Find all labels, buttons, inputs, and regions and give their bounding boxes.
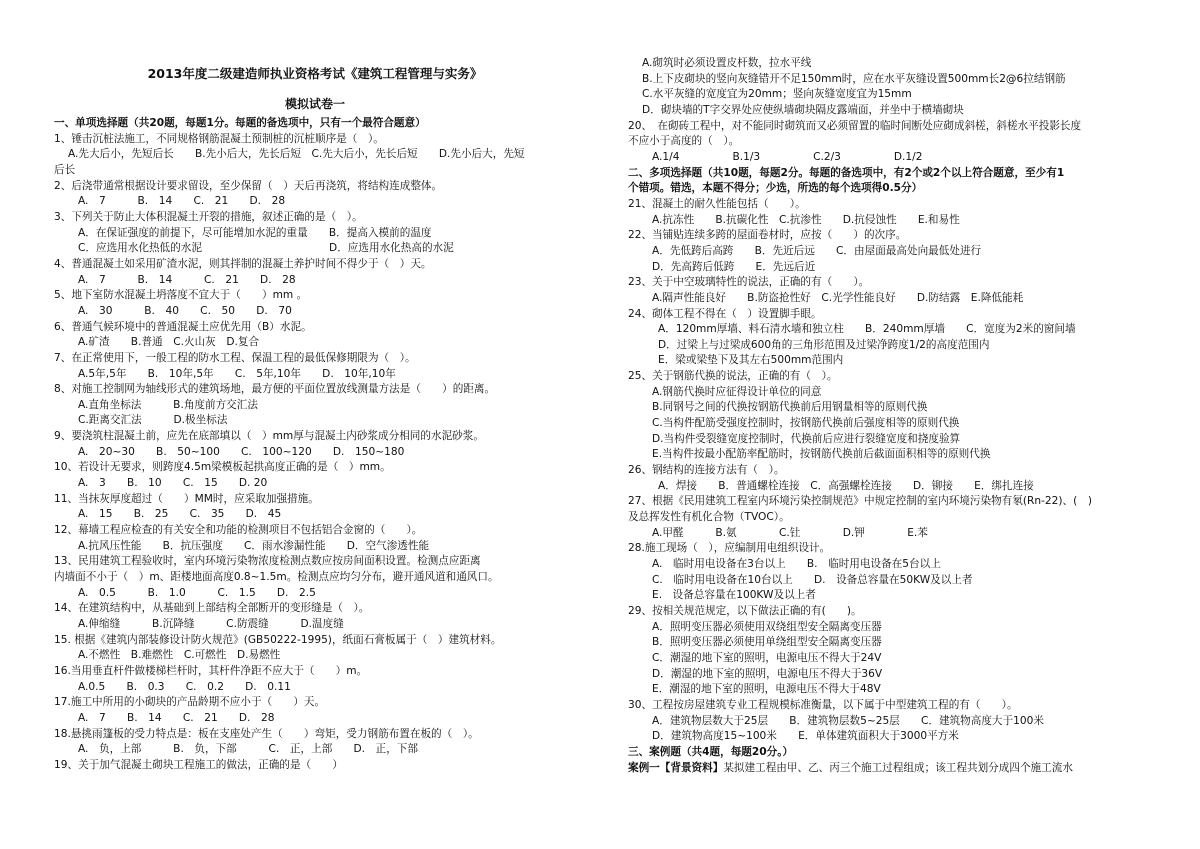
question-line: A．先低跨后高跨 B．先近后远 C．由屋面最高处向最低处进行 [652,244,982,257]
section-heading: 个错项。错选，本题不得分；少选，所选的每个选项得0.5分） [628,182,923,195]
question-line: E. 设备总容量在100KW及以上者 [652,589,816,602]
question-line: 27、根据《民用建筑工程室内环境污染控制规范》中规定控制的室内环境污染物有氡(Rn-22)、( ) [628,495,1092,508]
question-line: A.1/4 B.1/3 C.2/3 D.1/2 [652,150,923,163]
question-line: 29、按相关规范规定，以下做法正确的有( )。 [628,604,862,617]
question-line: 7、在正常使用下，一般工程的防水工程、保温工程的最低保修期限为（ ）。 [54,351,416,364]
question-line: A. 7 B. 14 C. 21 D. 28 [78,711,275,724]
question-line: A. 15 B. 25 C. 35 D. 45 [78,508,282,521]
question-line: A.甲醛 B.氨 C.钍 D.钾 E.苯 [652,526,928,539]
question-line: A．在保证强度的前提下，尽可能增加水泥的重量 B．提高入模前的温度 [78,226,432,239]
question-line: C.水平灰缝的宽度宜为20mm；竖向灰缝宽度宜为15mm [642,88,912,101]
question-line: A.隔声性能良好 B.防盗抢性好 C.光学性能良好 D.防结露 E.降低能耗 [652,291,1024,304]
question-line: A．120mm厚墙、料石清水墙和独立柱 B．240mm厚墙 C．宽度为2米的窗间墙 [658,323,1076,336]
question-line: B.同钢号之间的代换按钢筋代换前后用钢量相等的原则代换 [652,401,928,414]
question-line: 6、普通气候环境中的普通混凝土应优先用（B）水泥。 [54,320,312,333]
question-line: A. 20~30 B. 50~100 C. 100~120 D. 150~180 [78,445,405,458]
section-heading: 三、案例题（共4题，每题20分。） [628,745,794,758]
question-line: A. 负，上部 B. 负，下部 C. 正，上部 D. 正，下部 [78,743,418,756]
question-line: 26、钢结构的连接方法有（ ）。 [628,464,785,477]
question-line: A.矿渣 B.普通 C.火山灰 D.复合 [78,336,260,349]
question-line: A．建筑物层数大于25层 B．建筑物层数5~25层 C．建筑物高度大于100米 [652,714,1044,727]
question-line: 内墙面不小于（ ）m、距楼地面高度0.8~1.5m。检测点应均匀分布，避开通风道和通风口。 [54,571,499,584]
question-line: A．焊接 B．普通螺栓连接 C．高强螺栓连接 D．铆接 E．绑扎连接 [658,479,1034,492]
question-line: C.当构件配筋受强度控制时，按钢筋代换前后强度相等的原则代换 [652,417,960,430]
question-line: 5、地下室防水混凝土坍落度不宜大于（ ）mm 。 [54,289,308,302]
question-line: 14、在建筑结构中，从基础到上部结构全部断开的变形缝是（ ）。 [54,602,370,615]
question-line: D．潮湿的地下室的照明，电源电压不得大于36V [652,667,883,680]
question-line: D．过梁上与过梁成600角的三角形范围及过梁净跨度1/2的高度范围内 [658,338,990,351]
question-line: E.当构件按最小配筋率配筋时，按钢筋代换前后截面面积相等的原则代换 [652,448,991,461]
question-line: A.5年,5年 B. 10年,5年 C. 5年,10年 D. 10年,10年 [78,367,396,380]
case-label: 案例一【背景资料】 [628,761,724,774]
question-line: 21、混凝土的耐久性能包括（ ）。 [628,197,806,210]
question-line: B．照明变压器必须使用单绕组型安全隔离变压器 [652,636,882,649]
left-question-list [54,116,576,774]
question-line: A.直角坐标法 B.角度前方交汇法 [78,398,258,411]
question-line: 不应小于高度的（ ）。 [628,135,740,148]
question-line: 24、砌体工程不得在（ ）设置脚手眼。 [628,307,822,320]
question-line: A. 7 B. 14 C. 21 D. 28 [78,195,286,208]
left-column [54,0,576,774]
question-line: 3、下列关于防止大体积混凝土开裂的措施，叙述正确的是（ ）。 [54,210,363,223]
case-intro: 案例一【背景资料】某拟建工程由甲、乙、丙三个施工过程组成；该工程共划分成四个施工流水 [628,761,1073,774]
question-line: 4、普通混凝土如采用矿渣水泥，则其拌制的混凝土养护时间不得少于（ ）天。 [54,257,432,270]
question-line: A.钢筋代换时应征得设计单位的同意 [652,385,822,398]
question-line: 后长 [54,163,76,176]
question-line: 15. 根据《建筑内部装修设计防火规范》(GB50222-1995)，纸面石膏板属于（ ）建筑材料。 [54,633,502,646]
question-line: 23、关于中空玻璃特性的说法，正确的有（ ）。 [628,276,870,289]
question-line: 20、 在砌砖工程中，对不能同时砌筑而又必须留置的临时间断处应砌成斜槎，斜槎水平投影长度 [628,119,1082,132]
question-line: A. 0.5 B. 1.0 C. 1.5 D. 2.5 [78,586,316,599]
document-subtitle: 模拟试卷一 [284,97,345,111]
question-line: A.先大后小，先短后长 B.先小后大，先长后短 C.先大后小，先长后短 D.先小后大，先短 [68,148,525,161]
question-line: D.当构件受裂缝宽度控制时，代换前后应进行裂缝宽度和挠度验算 [652,432,961,445]
question-line: A.抗风压性能 B．抗压强度 C．雨水渗漏性能 D．空气渗透性能 [78,539,430,552]
question-line: 16.当用垂直杆件做楼梯栏杆时，其杆件净距不应大于（ ）m。 [54,664,368,677]
question-line: 11、当抹灰厚度超过（ ）MM时，应采取加强措施。 [54,492,319,505]
question-line: A．照明变压器必须使用双绕组型安全隔离变压器 [652,620,882,633]
question-line: E．潮湿的地下室的照明，电源电压不得大于48V [652,683,881,696]
question-line: 22、当铺贴连续多跨的屋面卷材时，应按（ ）的次序。 [628,229,907,242]
question-line: C．潮湿的地下室的照明，电源电压不得大于24V [652,651,882,664]
question-line: 2、后浇带通常根据设计要求留设，至少保留（ ）天后再浇筑，将结构连成整体。 [54,179,443,192]
question-line: 8、对施工控制网为轴线形式的建筑场地，最方便的平面位置放线测量方法是（ ）的距离。 [54,383,496,396]
question-line: A.抗冻性 B.抗碳化性 C.抗渗性 D.抗侵蚀性 E.和易性 [652,213,960,226]
question-line: A.不燃性 B.难燃性 C.可燃性 D.易燃性 [78,649,281,662]
question-line: 17.施工中所用的小砌块的产品龄期不应小于（ ）天。 [54,696,326,709]
question-line: 30、工程按房屋建筑专业工程规模标准衡量，以下属于中型建筑工程的有（ ）。 [628,698,1018,711]
right-question-list [628,56,1148,776]
question-line: A. 3 B. 10 C. 15 D. 20 [78,477,268,490]
right-column [628,0,1148,776]
question-line: 及总挥发性有机化合物（TVOC）。 [628,511,790,524]
question-line: C．应选用水化热低的水泥 D．应选用水化热高的水泥 [78,242,454,255]
section-heading: 二、多项选择题（共10题，每题2分。每题的备选项中，有2个或2个以上符合题意，至少有1 [628,166,1065,179]
question-line: A.0.5 B. 0.3 C. 0.2 D. 0.11 [78,680,291,693]
question-line: 25、关于钢筋代换的说法，正确的有（ ）。 [628,370,838,383]
question-line: 19、关于加气混凝土砌块工程施工的做法，正确的是（ ） [54,758,343,771]
question-line: 28.施工现场（ ），应编制用电组织设计。 [628,542,831,555]
question-line: C.距离交汇法 D.极坐标法 [78,414,228,427]
question-line: 10、若设计无要求，则跨度4.5m梁模板起拱高度正确的是（ ）mm。 [54,461,391,474]
question-line: C. 临时用电设备在10台以上 D. 设备总容量在50KW及以上者 [652,573,973,586]
question-line: 1、锤击沉桩法施工，不同规格钢筋混凝土预制桩的沉桩顺序是（ ）。 [54,132,384,145]
question-line: E．梁或梁垫下及其左右500mm范围内 [658,354,844,367]
question-line: D．先高跨后低跨 E．先远后近 [652,260,816,273]
question-line: A.砌筑时必须设置皮杆数，拉水平线 [642,57,812,69]
question-line: 18.悬挑雨篷板的受力特点是：板在支座处产生（ ）弯矩，受力钢筋布置在板的（ ）。 [54,727,479,740]
document-title: 2013年度二级建造师执业资格考试《建筑工程管理与实务》 [147,66,483,81]
question-line: B.上下皮砌块的竖向灰缝错开不足150mm时，应在水平灰缝设置500mm长2@6拉结钢筋 [642,72,1066,85]
question-line: A. 7 B. 14 C. 21 D. 28 [78,273,296,286]
question-line: A. 临时用电设备在3台以上 B. 临时用电设备在5台以上 [652,558,941,570]
question-line: D．建筑物高度15~100米 E．单体建筑面积大于3000平方米 [652,730,959,743]
question-line: D．砌块墙的T字交界处应使纵墙砌块隔皮露端面，并坐中于横墙砌块 [642,103,964,116]
question-line: A. 30 B. 40 C. 50 D. 70 [78,304,292,317]
question-line: 9、要浇筑柱混凝土前，应先在底部填以（ ）mm厚与混凝土内砂浆成分相同的水泥砂浆。 [54,430,484,443]
section-heading: 一、单项选择题（共20题，每题1分。每题的备选项中，只有一个最符合题意） [54,117,426,129]
question-line: A.伸缩缝 B.沉降缝 C.防震缝 D.温度缝 [78,618,344,630]
question-line: 12、幕墙工程应检查的有关安全和功能的检测项目不包括铝合金窗的（ ）。 [54,524,423,537]
question-line: 13、民用建筑工程验收时，室内环境污染物浓度检测点数应按房间面积设置。检测点应距离 [54,555,481,568]
